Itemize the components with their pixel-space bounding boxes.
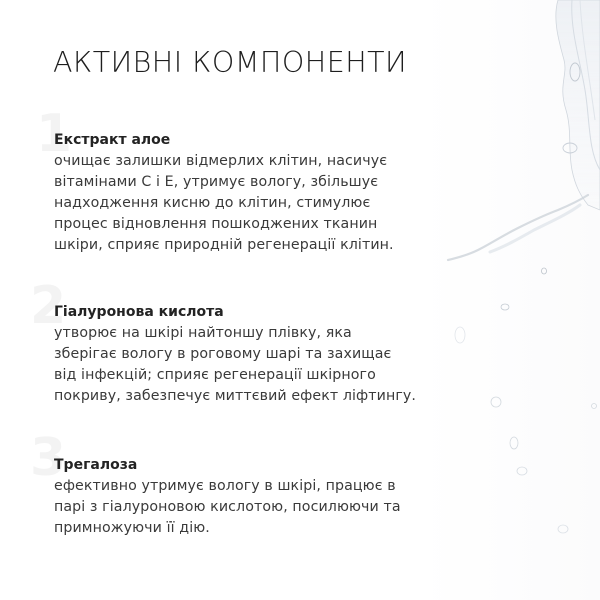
section-number-3: 3 xyxy=(30,428,67,488)
description-line: парі з гіалуроновою кислотою, посилюючи та xyxy=(54,499,401,515)
description-line: очищає залишки відмерлих клітин, насичує xyxy=(54,153,388,169)
section-heading: Гіалуронова кислота xyxy=(54,304,224,320)
description-line: примножуючи її дію. xyxy=(54,520,210,536)
section-description xyxy=(54,151,454,256)
description-line: шкіри, сприяє природній регенерації клітин. xyxy=(54,237,394,253)
section-trehalose xyxy=(54,455,454,539)
section-number-2: 2 xyxy=(30,276,67,336)
section-heading: Трегалоза xyxy=(54,457,138,473)
description-line: надходження кисню до клітин, стимулює xyxy=(54,195,371,211)
section-number-1: 1 xyxy=(36,104,73,164)
description-line: зберігає вологу в роговому шарі та захищає xyxy=(54,346,392,362)
section-aloe-extract xyxy=(54,130,454,256)
section-heading: Екстракт алое xyxy=(54,132,171,148)
section-hyaluronic-acid xyxy=(54,302,454,407)
description-line: від інфекцій; сприяє регенерації шкірного xyxy=(54,367,376,383)
section-description xyxy=(54,476,454,539)
description-line: утворює на шкірі найтоншу плівку, яка xyxy=(54,325,352,341)
description-line: вітамінами С і Е, утримує вологу, збільшує xyxy=(54,174,379,190)
water-splash-image xyxy=(430,0,600,600)
description-line: процес відновлення пошкоджених тканин xyxy=(54,216,378,232)
description-line: ефективно утримує вологу в шкірі, працює в xyxy=(54,478,396,494)
section-description xyxy=(54,323,454,407)
description-line: покриву, забезпечує миттєвий ефект ліфтингу. xyxy=(54,388,417,404)
page-title: АКТИВНІ КОМПОНЕНТИ xyxy=(53,46,408,79)
